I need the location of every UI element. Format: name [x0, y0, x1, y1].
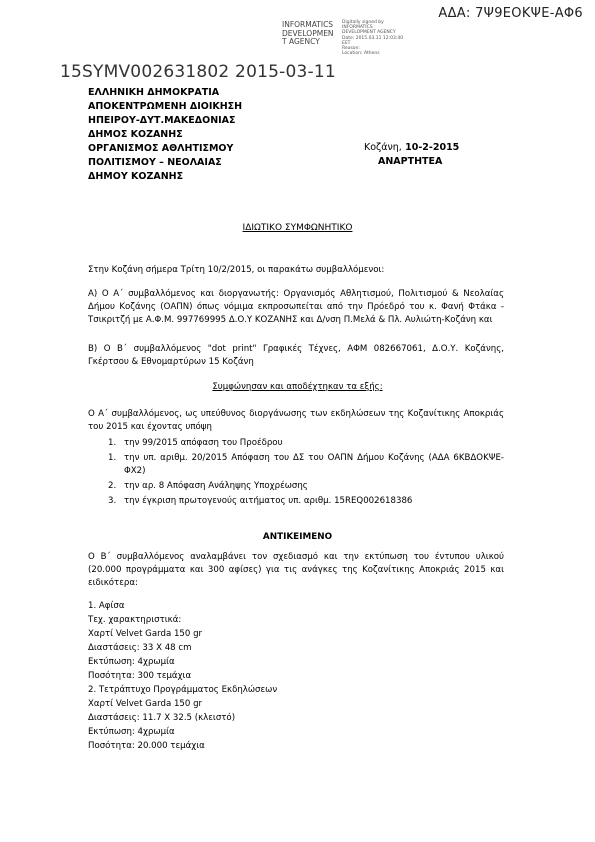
signature-meta-line: DEVELOPMENT AGENCY	[342, 30, 396, 36]
signature-org-line: INFORMATICS	[282, 20, 334, 29]
list-item-text: την 99/2015 απόφαση του Προέδρου	[124, 438, 283, 448]
spec-line: Διαστάσεις: 11.7 Χ 32.5 (κλειστό)	[88, 713, 236, 723]
intro-paragraph	[88, 264, 504, 277]
header-line: ΔΗΜΟΣ ΚΟΖΑΝΗΣ	[88, 129, 183, 140]
signature-meta-line: Digitally signed by	[342, 20, 384, 25]
list-item-number: 3.	[108, 496, 117, 506]
document-id: 15SYMV002631802 2015-03-11	[60, 62, 336, 82]
list-item-text: την υπ. αριθμ. 20/2015 Απόφαση του ΔΣ του ΟΑΠΝ Δήμου Κοζάνης (ΑΔΑ 6ΚΒΔΟΚΨΕ-ΦΧ2)	[124, 453, 504, 476]
party-b-paragraph	[88, 343, 504, 369]
party-a-considerations-intro	[88, 408, 504, 434]
header-line: ΗΠΕΙΡΟΥ-ΔΥΤ.ΜΑΚΕΔΟΝΙΑΣ	[88, 115, 236, 126]
spec-line: Ποσότητα: 20.000 τεμάχια	[88, 741, 205, 751]
ada-code: ΑΔΑ: 7Ψ9ΕΟΚΨΕ-ΑΦ6	[438, 6, 583, 21]
list-item	[108, 437, 504, 450]
document-title: ΙΔΙΩΤΙΚΟ ΣΥΜΦΩΝΗΤΙΚΟ	[242, 223, 353, 233]
date-value: 10-2-2015	[405, 142, 460, 153]
considerations-list	[108, 437, 504, 510]
party-b-text: Β) Ο Β΄ συμβαλλόμενος "dot print" Γραφικές Τέχνες, ΑΦΜ 082667061, Δ.Ο.Υ. Κοζάνης, Γκέρτσου & Εθνομαρτύρων 15 Κοζάνη	[88, 344, 504, 367]
list-item-number: 1.	[108, 453, 117, 463]
signature-org-line: T AGENCY	[282, 37, 320, 46]
list-item-text: την αρ. 8 Απόφαση Ανάληψης Υποχρέωσης	[124, 481, 308, 491]
status-label: ΑΝΑΡΤΗΤΕΑ	[378, 156, 443, 167]
spec-line: Εκτύπωση: 4χρωμία	[88, 657, 175, 667]
header-line: ΔΗΜΟΥ ΚΟΖΑΝΗΣ	[88, 171, 184, 182]
party-a-paragraph	[88, 288, 504, 327]
header-line: ΠΟΛΙΤΙΣΜΟΥ – ΝΕΟΛΑΙΑΣ	[88, 157, 222, 168]
digital-signature-meta	[342, 20, 403, 56]
header-line: ΕΛΛΗΝΙΚΗ ΔΗΜΟΚΡΑΤΙΑ	[88, 87, 220, 98]
date-place: Κοζάνη,	[364, 142, 402, 153]
spec-line: Τεχ. χαρακτηριστικά:	[88, 615, 182, 625]
list-item	[108, 452, 504, 478]
spec-line: Διαστάσεις: 33 Χ 48 cm	[88, 643, 192, 653]
issuer-header	[88, 86, 242, 184]
scope-paragraph	[88, 551, 504, 590]
spec-line: Εκτύπωση: 4χρωμία	[88, 727, 175, 737]
header-line: ΑΠΟΚΕΝΤΡΩΜΕΝΗ ΔΙΟΙΚΗΣΗ	[88, 101, 243, 112]
spec-line: Χαρτί Velvet Garda 150 gr	[88, 629, 203, 639]
signature-meta-line: INFORMATICS	[342, 25, 373, 31]
spec-line: Ποσότητα: 300 τεμάχια	[88, 671, 192, 681]
digital-signature-org	[282, 21, 334, 47]
spec-line: 2. Τετράπτυχο Προγράμματος Εκδηλώσεων	[88, 685, 278, 695]
signature-meta-line: EET	[342, 40, 351, 46]
party-a-text: Α) Ο Α΄ συμβαλλόμενος και διοργανωτής: Οργανισμός Αθλητισμού, Πολιτισμού & Νεολαίας Δήμου Κοζάνης (ΟΑΠΝ) όπως νόμιμα εκπροσωπείται από την Πρόεδρό του κ. Φανή Φτάκα - Τσικριτζή με Α.Φ.Μ. 997769995 Δ.Ο.Υ ΚΟΖΑΝΗΣ και Δ/νση Π.Μελά & Πλ. Αυλιώτη-Κοζάνη και	[88, 289, 504, 325]
intro-text: Στην Κοζάνη σήμερα Τρίτη 10/2/2015, οι παρακάτω συμβαλλόμενοι:	[88, 265, 385, 275]
scope-text: Ο Β΄ συμβαλλόμενος αναλαμβάνει τον σχεδιασμό και την εκτύπωση του έντυπου υλικού (20.000 προγράμματα και 300 αφίσες) για τις ανάγκες της Κοζανίτικης Αποκριάς 2015 και ειδικότερα:	[88, 552, 504, 588]
list-item	[108, 480, 504, 493]
signature-meta-line: Date: 2015.03.11 12:03:40	[342, 35, 404, 41]
list-item-text: την έγκριση πρωτογενούς αιτήματος υπ. αριθμ. 15REQ002618386	[124, 496, 413, 506]
date-line	[364, 142, 459, 153]
list-item-number: 2.	[108, 481, 117, 491]
signature-meta-line: Reason:	[342, 46, 360, 52]
specifications	[88, 599, 277, 753]
list-item	[108, 495, 504, 508]
spec-line: 1. Αφίσα	[88, 601, 125, 611]
spec-line: Χαρτί Velvet Garda 150 gr	[88, 699, 203, 709]
header-line: ΟΡΓΑΝΙΣΜΟΣ ΑΘΛΗΤΙΣΜΟΥ	[88, 143, 234, 154]
signature-org-line: DEVELOPMEN	[282, 28, 334, 38]
object-heading: ΑΝΤΙΚΕΙΜΕΝΟ	[262, 532, 333, 542]
agreement-heading: Συμφώνησαν και αποδέχτηκαν τα εξής:	[212, 382, 383, 392]
list-item-number: 1.	[108, 438, 117, 448]
considerations-intro-text: Ο Α΄ συμβαλλόμενος, ως υπεύθυνος διοργάνωσης των εκδηλώσεων της Κοζανίτικης Αποκριάς του 2015 και έχοντας υπόψη	[88, 409, 504, 432]
signature-meta-line: Location: Athens	[342, 51, 380, 57]
